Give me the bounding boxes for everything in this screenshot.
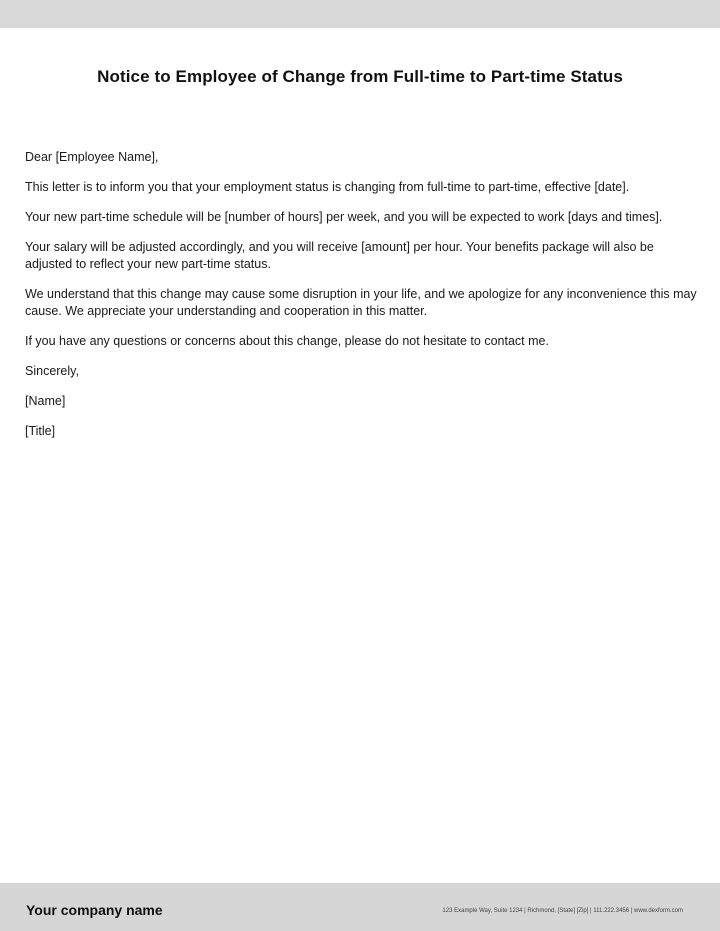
signature-title: [Title] [25,424,56,438]
salutation: Dear [Employee Name], [25,150,159,164]
footer-bar [0,883,720,931]
paragraph-contact: If you have any questions or concerns about this change, please do not hesitate to contact me. [25,334,549,348]
paragraph-schedule: Your new part-time schedule will be [number of hours] per week, and you will be expected to work [days and times]. [25,210,663,224]
paragraph-effective-date: This letter is to inform you that your employment status is changing from full-time to part-time, effective [date]. [25,180,630,194]
signature-name: [Name] [25,394,66,408]
company-address: 123 Example Way, Suite 1234 | Richmond, [State] [Zip] | 111.222.3456 | www.dexform.com [442,908,683,914]
letter-body [25,149,697,453]
paragraph-apology: We understand that this change may cause some disruption in your life, and we apologize for any inconvenience this may cause. We appreciate your understanding and cooperation in this matter. [25,287,697,318]
paragraph-salary: Your salary will be adjusted accordingly, and you will receive [amount] per hour. Your benefits package will also be adjusted to reflect your new part-time status. [25,240,654,271]
closing: Sincerely, [25,364,79,378]
letter-page [0,28,720,883]
top-gray-band [0,0,720,28]
company-name: Your company name [26,902,163,918]
document-title: Notice to Employee of Change from Full-time to Part-time Status [97,67,623,86]
